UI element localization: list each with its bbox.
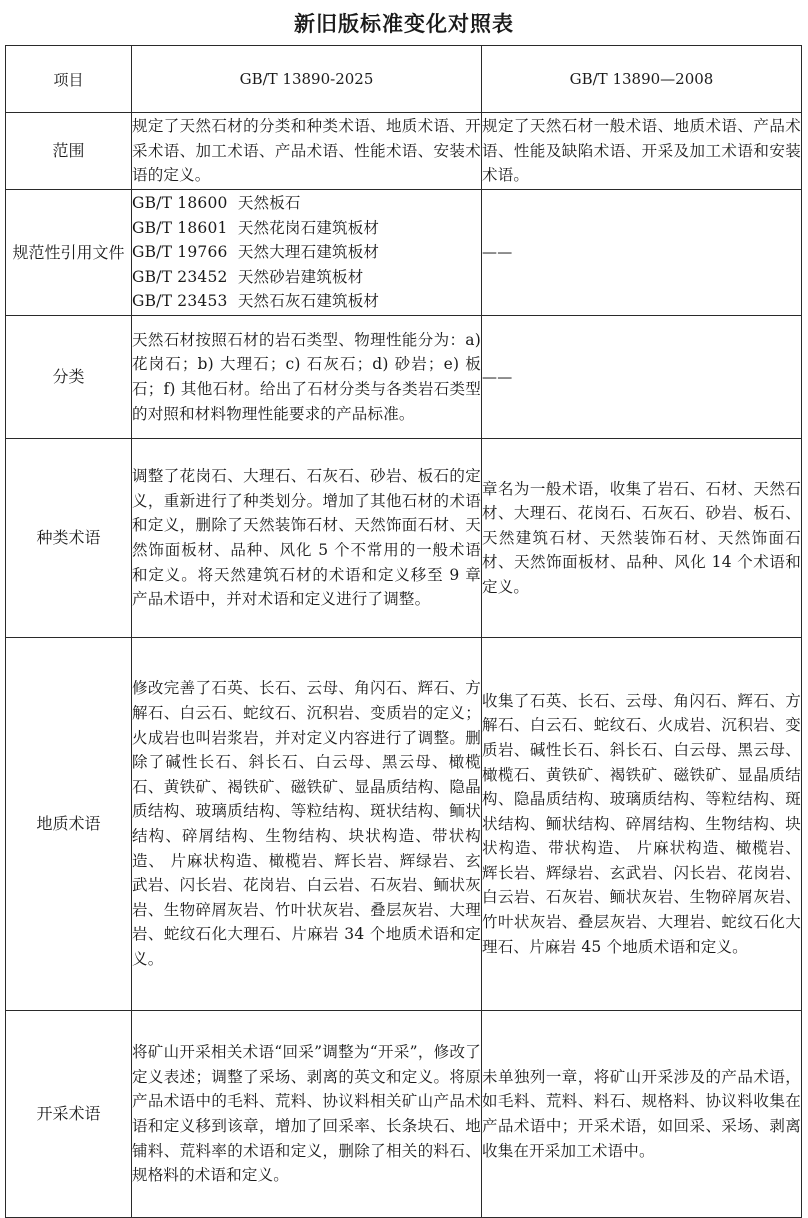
- row-label-classification: 分类: [6, 316, 132, 439]
- table-row: [6, 638, 802, 1011]
- ref-item: GB/T 23453 天然石灰石建筑板材: [132, 292, 380, 311]
- mining-terms-old: 未单独列一章，将矿山开采涉及的产品术语，如毛料、荒料、料石、规格料、协议料收集在产品术语中；开采术语，如回采、采场、剥离收集在开采加工术语中。: [482, 1011, 802, 1218]
- ref-item: GB/T 18601 天然花岗石建筑板材: [132, 218, 380, 237]
- row-label-mining-terms: 开采术语: [6, 1011, 132, 1218]
- comparison-table: [5, 45, 802, 1218]
- header-row: [6, 46, 802, 113]
- header-old-standard: GB/T 13890—2008: [482, 46, 802, 113]
- scope-new: 规定了天然石材的分类和种类术语、地质术语、开采术语、加工术语、产品术语、性能术语、安装术语的定义。: [132, 113, 482, 190]
- refs-new: [132, 190, 482, 316]
- table-row: [6, 439, 802, 638]
- header-item: 项目: [6, 46, 132, 113]
- scope-old: 规定了天然石材一般术语、地质术语、产品术语、性能及缺陷术语、开采及加工术语和安装术语。: [482, 113, 802, 190]
- classification-new: 天然石材按照石材的岩石类型、物理性能分为：a) 花岗石；b) 大理石；c) 石灰石；d) 砂岩；e) 板石；f) 其他石材。给出了石材分类与各类岩石类型的对照和材料物理性能要求的产品标准。: [132, 316, 482, 439]
- geo-terms-old: 收集了石英、长石、云母、角闪石、辉石、方解石、白云石、蛇纹石、火成岩、沉积岩、变质岩、碱性长石、斜长石、白云母、黑云母、橄榄石、黄铁矿、褐铁矿、磁铁矿、显晶质结构、隐晶质结构、玻璃质结构、等粒结构、斑状结构、鲕状结构、碎屑结构、生物结构、块状构造、带状构造、 片麻状构造、橄榄岩、辉长岩、辉绿岩、玄武岩、闪长岩、花岗岩、白云岩、石灰岩、鲕状灰岩、生物碎屑灰岩、竹叶状灰岩、叠层灰岩、大理岩、蛇纹石化大理石、片麻岩 45 个地质术语和定义。: [482, 638, 802, 1011]
- row-label-refs: 规范性引用文件: [6, 190, 132, 316]
- ref-item: GB/T 18600 天然板石: [132, 194, 301, 213]
- ref-item: GB/T 23452 天然砂岩建筑板材: [132, 267, 364, 286]
- refs-old: ——: [482, 190, 802, 316]
- row-label-kind-terms: 种类术语: [6, 439, 132, 638]
- classification-old: ——: [482, 316, 802, 439]
- ref-item: GB/T 19766 天然大理石建筑板材: [132, 243, 380, 262]
- table-title: 新旧版标准变化对照表: [294, 12, 514, 36]
- row-label-geo-terms: 地质术语: [6, 638, 132, 1011]
- row-label-scope: 范围: [6, 113, 132, 190]
- table-row: [6, 113, 802, 190]
- mining-terms-new: 将矿山开采相关术语“回采”调整为“开采”，修改了定义表述；调整了采场、剥离的英文和定义。将原产品术语中的毛料、荒料、协议料相关矿山产品术语和定义移到该章，增加了回采率、长条块石、地铺料、荒料率的术语和定义，删除了相关的料石、规格料的术语和定义。: [132, 1011, 482, 1218]
- geo-terms-new: 修改完善了石英、长石、云母、角闪石、辉石、方解石、白云石、蛇纹石、沉积岩、变质岩的定义；火成岩也叫岩浆岩，并对定义内容进行了调整。删除了碱性长石、斜长石、白云母、黑云母、橄榄石、黄铁矿、褐铁矿、磁铁矿、显晶质结构、隐晶质结构、玻璃质结构、等粒结构、斑状结构、鲕状结构、碎屑结构、生物结构、块状构造、带状构造、 片麻状构造、橄榄岩、辉长岩、辉绿岩、玄武岩、闪长岩、花岗岩、白云岩、石灰岩、鲕状灰岩、生物碎屑灰岩、竹叶状灰岩、叠层灰岩、大理岩、蛇纹石化大理石、片麻岩 34 个地质术语和定义。: [132, 638, 482, 1011]
- table-row: [6, 190, 802, 316]
- kind-terms-new: 调整了花岗石、大理石、石灰石、砂岩、板石的定义，重新进行了种类划分。增加了其他石材的术语和定义，删除了天然装饰石材、天然饰面石材、天然饰面板材、品种、风化 5 个不常用的一般术语和定义。将天然建筑石材的术语和定义移至 9 章产品术语中，并对术语和定义进行了调整。: [132, 439, 482, 638]
- header-new-standard: GB/T 13890-2025: [132, 46, 482, 113]
- kind-terms-old: 章名为一般术语，收集了岩石、石材、天然石材、大理石、花岗石、石灰石、砂岩、板石、天然建筑石材、天然装饰石材、天然饰面石材、天然饰面板材、品种、风化 14 个术语和定义。: [482, 439, 802, 638]
- table-row: [6, 1011, 802, 1218]
- table-row: [6, 316, 802, 439]
